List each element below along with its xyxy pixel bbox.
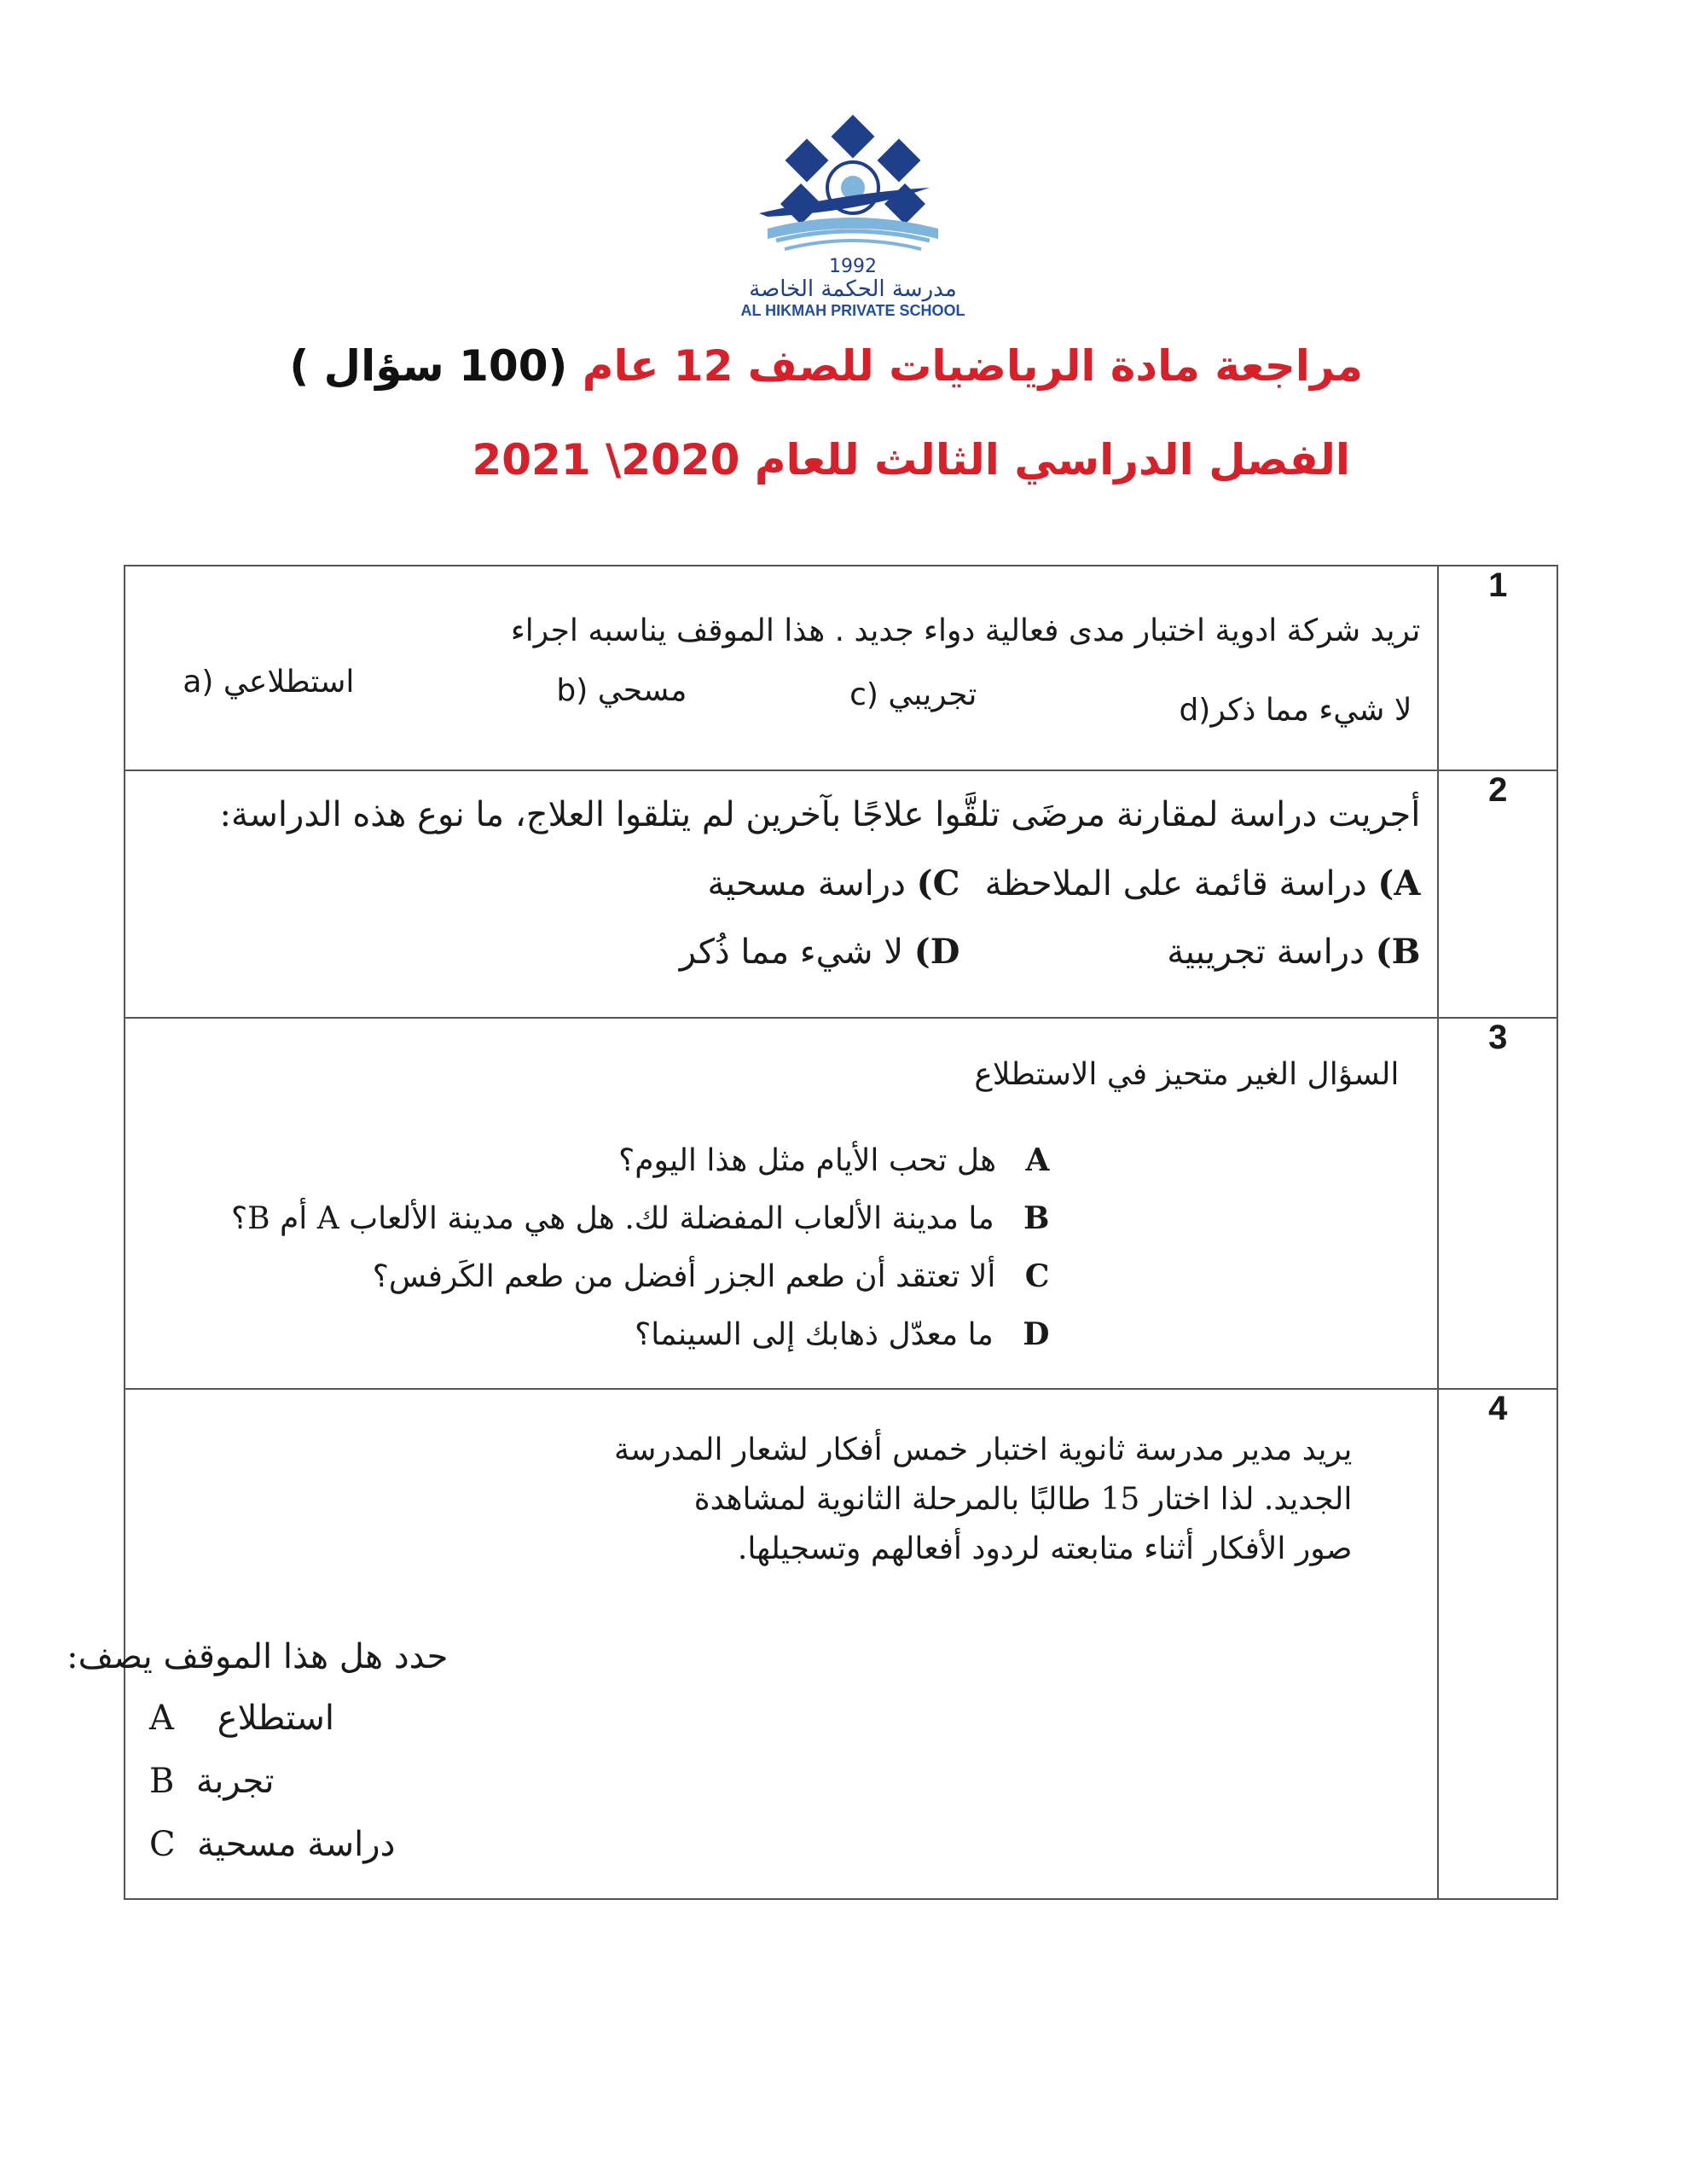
question-body (125, 566, 1438, 770)
option-d: D ما معدّل ذهابك إلى السينما؟ (635, 1316, 1050, 1352)
question-text: السؤال الغير متحيز في الاستطلاع (974, 1057, 1400, 1092)
question-number: 3 (1438, 1018, 1557, 1389)
option-d: لا شيء مما ذكر(d (1179, 693, 1412, 728)
question-text-line: الجديد. لذا اختار 15 طالبًا بالمرحلة الثانوية لمشاهدة (693, 1482, 1353, 1517)
option-a: A استطلاع (149, 1699, 334, 1738)
question-row (125, 566, 1557, 770)
title-red-part: مراجعة مادة الرياضيات للصف 12 عام (582, 341, 1363, 391)
question-row (125, 1018, 1557, 1389)
option-c: C دراسة مسحية (149, 1825, 396, 1864)
logo-name-arabic: مدرسة الحكمة الخاصة (749, 276, 957, 302)
page-subtitle: الفصل الدراسي الثالث للعام 2020\ 2021 (472, 435, 1350, 485)
option-b: B تجربة (149, 1762, 275, 1801)
question-number: 4 (1438, 1389, 1557, 1899)
question-prompt: حدد هل هذا الموقف يصف: (67, 1637, 449, 1676)
question-text-line: صور الأفكار أثناء متابعته لردود أفعالهم وتسجيلها. (737, 1531, 1353, 1566)
page-title (289, 341, 1363, 391)
question-row (125, 770, 1557, 1018)
option-a: A هل تحب الأيام مثل هذا اليوم؟ (618, 1142, 1050, 1178)
option-c: C ألا تعتقد أن طعم الجزر أفضل من طعم الكَرفس؟ (372, 1258, 1050, 1294)
option-b: B ما مدينة الألعاب المفضلة لك. هل هي مدينة الألعاب A أم B؟ (231, 1200, 1050, 1236)
question-number: 2 (1438, 770, 1557, 1018)
option-a: A) دراسة قائمة على الملاحظة (984, 863, 1421, 903)
title-count-part: (100 سؤال ) (289, 341, 568, 391)
questions-table (67, 565, 1558, 1900)
question-body (125, 1018, 1438, 1389)
logo-name-english: AL HIKMAH PRIVATE SCHOOL (740, 302, 965, 319)
question-row (125, 1389, 1557, 1899)
school-logo (716, 111, 989, 319)
question-text-line: يريد مدير مدرسة ثانوية اختبار خمس أفكار لشعار المدرسة (613, 1432, 1353, 1467)
question-body (67, 1389, 1438, 1899)
option-c: C) دراسة مسحية (707, 863, 960, 903)
question-number: 1 (1438, 566, 1557, 770)
logo-year: 1992 (829, 256, 877, 277)
option-b: B) دراسة تجريبية (1167, 932, 1421, 972)
option-c: تجريبي (c (849, 677, 977, 712)
question-text: تريد شركة ادوية اختبار مدى فعالية دواء جديد . هذا الموقف يناسبه اجراء (510, 613, 1421, 648)
question-body (125, 770, 1438, 1018)
option-d: D) لا شيء مما ذُكر (679, 932, 960, 972)
question-text: أجريت دراسة لمقارنة مرضَى تلقَّوا علاجًا بآخرين لم يتلقوا العلاج، ما نوع هذه الدراسة: (219, 795, 1421, 834)
school-emblem-icon (716, 111, 989, 260)
option-b: مسحي (b (556, 673, 687, 708)
option-a: استطلاعي (a (183, 665, 355, 700)
